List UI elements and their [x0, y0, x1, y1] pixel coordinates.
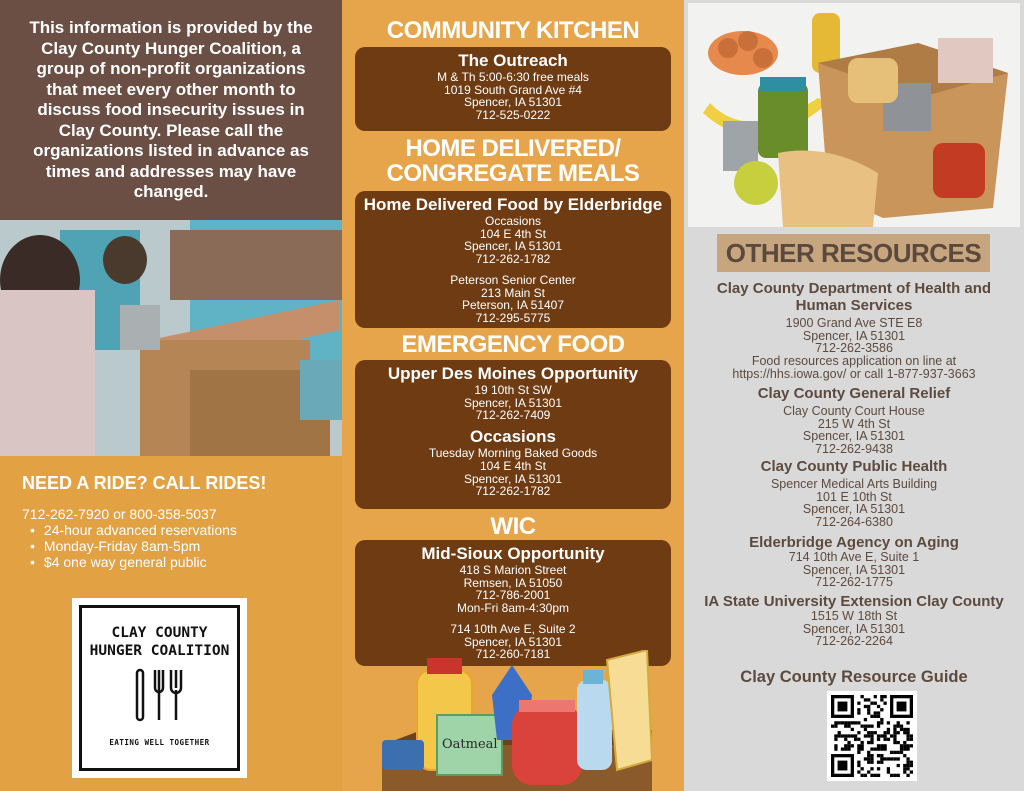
ride-list	[30, 522, 237, 570]
home-delivered-card	[355, 191, 671, 328]
resource-line: Spencer, IA 51301	[802, 502, 906, 517]
logo-title-line1: CLAY COUNTY	[111, 625, 208, 641]
intro-line: This information is provided by the	[29, 18, 313, 37]
food-box-photo	[688, 3, 1020, 227]
card-line: 712-262-7409	[475, 408, 551, 423]
card-line: 714 10th Ave E, Suite 2	[450, 621, 576, 636]
resource-line: Spencer, IA 51301	[802, 429, 906, 444]
middle-panel	[342, 0, 684, 791]
card-line: Spencer, IA 51301	[463, 239, 563, 254]
resource-line: 712-262-2264	[815, 634, 893, 649]
groceries-illustration	[382, 650, 652, 791]
ride-item: • Monday-Friday 8am-5pm	[30, 538, 237, 554]
resource-line: Spencer, IA 51301	[802, 328, 906, 343]
card-line: 712-262-1782	[475, 252, 551, 267]
wic-card	[355, 540, 671, 666]
intro-block	[0, 0, 342, 220]
resource-item	[684, 534, 1024, 589]
resource-line: 712-262-3586	[815, 341, 893, 356]
card-line: 104 E 4th St	[479, 458, 547, 473]
card-heading: Home Delivered Food by Elderbridge	[363, 195, 663, 214]
resource-line: 1900 Grand Ave STE E8	[785, 316, 923, 330]
card-line: Remsen, IA 51050	[463, 575, 563, 590]
ride-heading: NEED A RIDE? CALL RIDES!	[22, 473, 267, 493]
card-heading: The Outreach	[458, 51, 568, 70]
home-delivered-title-2: CONGREGATE MEALS	[386, 160, 640, 187]
intro-line: Clay County Hunger Coalition, a	[41, 38, 301, 58]
intro-line: discuss food insecurity issues in	[37, 100, 305, 119]
resource-guide-label: Clay County Resource Guide	[740, 668, 968, 686]
resource-item	[684, 385, 1024, 456]
resource-line: Clay County Court House	[783, 404, 925, 418]
oatmeal-label: Oatmeal	[442, 737, 498, 752]
logo-title-line2: HUNGER COALITION	[89, 643, 230, 659]
card-line: 1019 South Grand Ave #4	[444, 82, 582, 97]
card-line: Peterson Senior Center	[450, 272, 576, 287]
logo-subtitle: EATING WELL TOGETHER	[109, 738, 210, 747]
community-kitchen-card	[355, 47, 671, 131]
card-line: Spencer, IA 51301	[463, 95, 563, 110]
card-heading: Mid-Sioux Opportunity	[421, 544, 605, 563]
utensils-icon	[130, 668, 190, 723]
resource-line: 101 E 10th St	[816, 489, 892, 504]
intro-line: group of non-profit organizations	[36, 59, 306, 78]
card-line: 712-786-2001	[475, 588, 551, 603]
intro-line: times and addresses may have	[45, 161, 297, 181]
card-line: Peterson, IA 51407	[461, 298, 565, 313]
card-line: Tuesday Morning Baked Goods	[428, 446, 598, 461]
card-heading: Occasions	[470, 427, 556, 447]
resource-line: Spencer Medical Arts Building	[770, 477, 938, 491]
resource-line: 712-262-9438	[815, 442, 893, 457]
resource-line: 712-264-6380	[815, 515, 893, 530]
card-line: Mon-Fri 8am-4:30pm	[456, 601, 570, 616]
resource-link[interactable]: https://hhs.iowa.gov/ or call 1-877-937-3663	[732, 366, 976, 381]
ride-item: • $4 one way general public	[30, 554, 237, 570]
card-line: 19 10th St SW	[474, 383, 552, 397]
card-line: 712-295-5775	[475, 310, 551, 325]
intro-line: Clay County. Please call the	[58, 120, 284, 140]
ride-item: • 24-hour advanced reservations	[30, 522, 237, 538]
ride-phone: 712-262-7920 or 800-358-5037	[22, 506, 217, 522]
home-delivered-title-1: HOME DELIVERED/	[405, 135, 621, 162]
resource-name: IA State University Extension Clay County	[704, 593, 1004, 610]
resource-name: Clay County Public Health	[760, 458, 948, 475]
community-kitchen-title: COMMUNITY KITCHEN	[386, 17, 640, 44]
resource-line: 712-262-1775	[815, 575, 893, 590]
resource-item	[684, 458, 1024, 529]
resource-name: Clay County Department of Health and Human Services	[716, 280, 992, 314]
right-panel	[684, 0, 1024, 791]
emergency-food-title: EMERGENCY FOOD	[401, 331, 625, 358]
card-line: 418 S Marion Street	[459, 563, 567, 577]
card-line: Occasions	[484, 214, 542, 228]
intro-line: changed.	[133, 182, 209, 201]
intro-line: organizations listed in advance as	[33, 141, 309, 160]
card-line: 213 Main St	[480, 285, 546, 300]
card-line: Spencer, IA 51301	[463, 395, 563, 410]
wic-title: WIC	[490, 513, 536, 540]
card-line: 712-260-7181	[475, 647, 551, 662]
resource-line: Spencer, IA 51301	[802, 621, 906, 636]
resource-line: Food resources application on line at	[751, 354, 957, 369]
qr-code-icon[interactable]	[827, 691, 917, 781]
left-panel	[0, 0, 342, 791]
resource-line: Spencer, IA 51301	[802, 562, 906, 577]
card-line: 712-262-1782	[475, 484, 551, 499]
card-line: M & Th 5:00-6:30 free meals	[437, 70, 589, 84]
resource-name: Clay County General Relief	[757, 385, 951, 402]
card-line: Spencer, IA 51301	[463, 471, 563, 486]
other-resources-heading: OTHER RESOURCES	[717, 234, 990, 272]
resource-name: Elderbridge Agency on Aging	[749, 534, 959, 551]
emergency-food-card	[355, 360, 671, 509]
resource-line: 714 10th Ave E, Suite 1	[788, 550, 920, 564]
resource-item	[684, 593, 1024, 648]
intro-line: that meet every other month to	[46, 79, 296, 99]
volunteers-photo	[0, 220, 342, 456]
card-line: 104 E 4th St	[479, 226, 547, 241]
resource-item	[684, 280, 1024, 381]
coalition-logo	[72, 598, 247, 778]
card-heading: Upper Des Moines Opportunity	[387, 364, 639, 383]
resource-line: 215 W 4th St	[817, 416, 891, 431]
card-line: Spencer, IA 51301	[463, 634, 563, 649]
resource-line: 1515 W 18th St	[810, 609, 898, 623]
card-line: 712-525-0222	[475, 108, 551, 123]
